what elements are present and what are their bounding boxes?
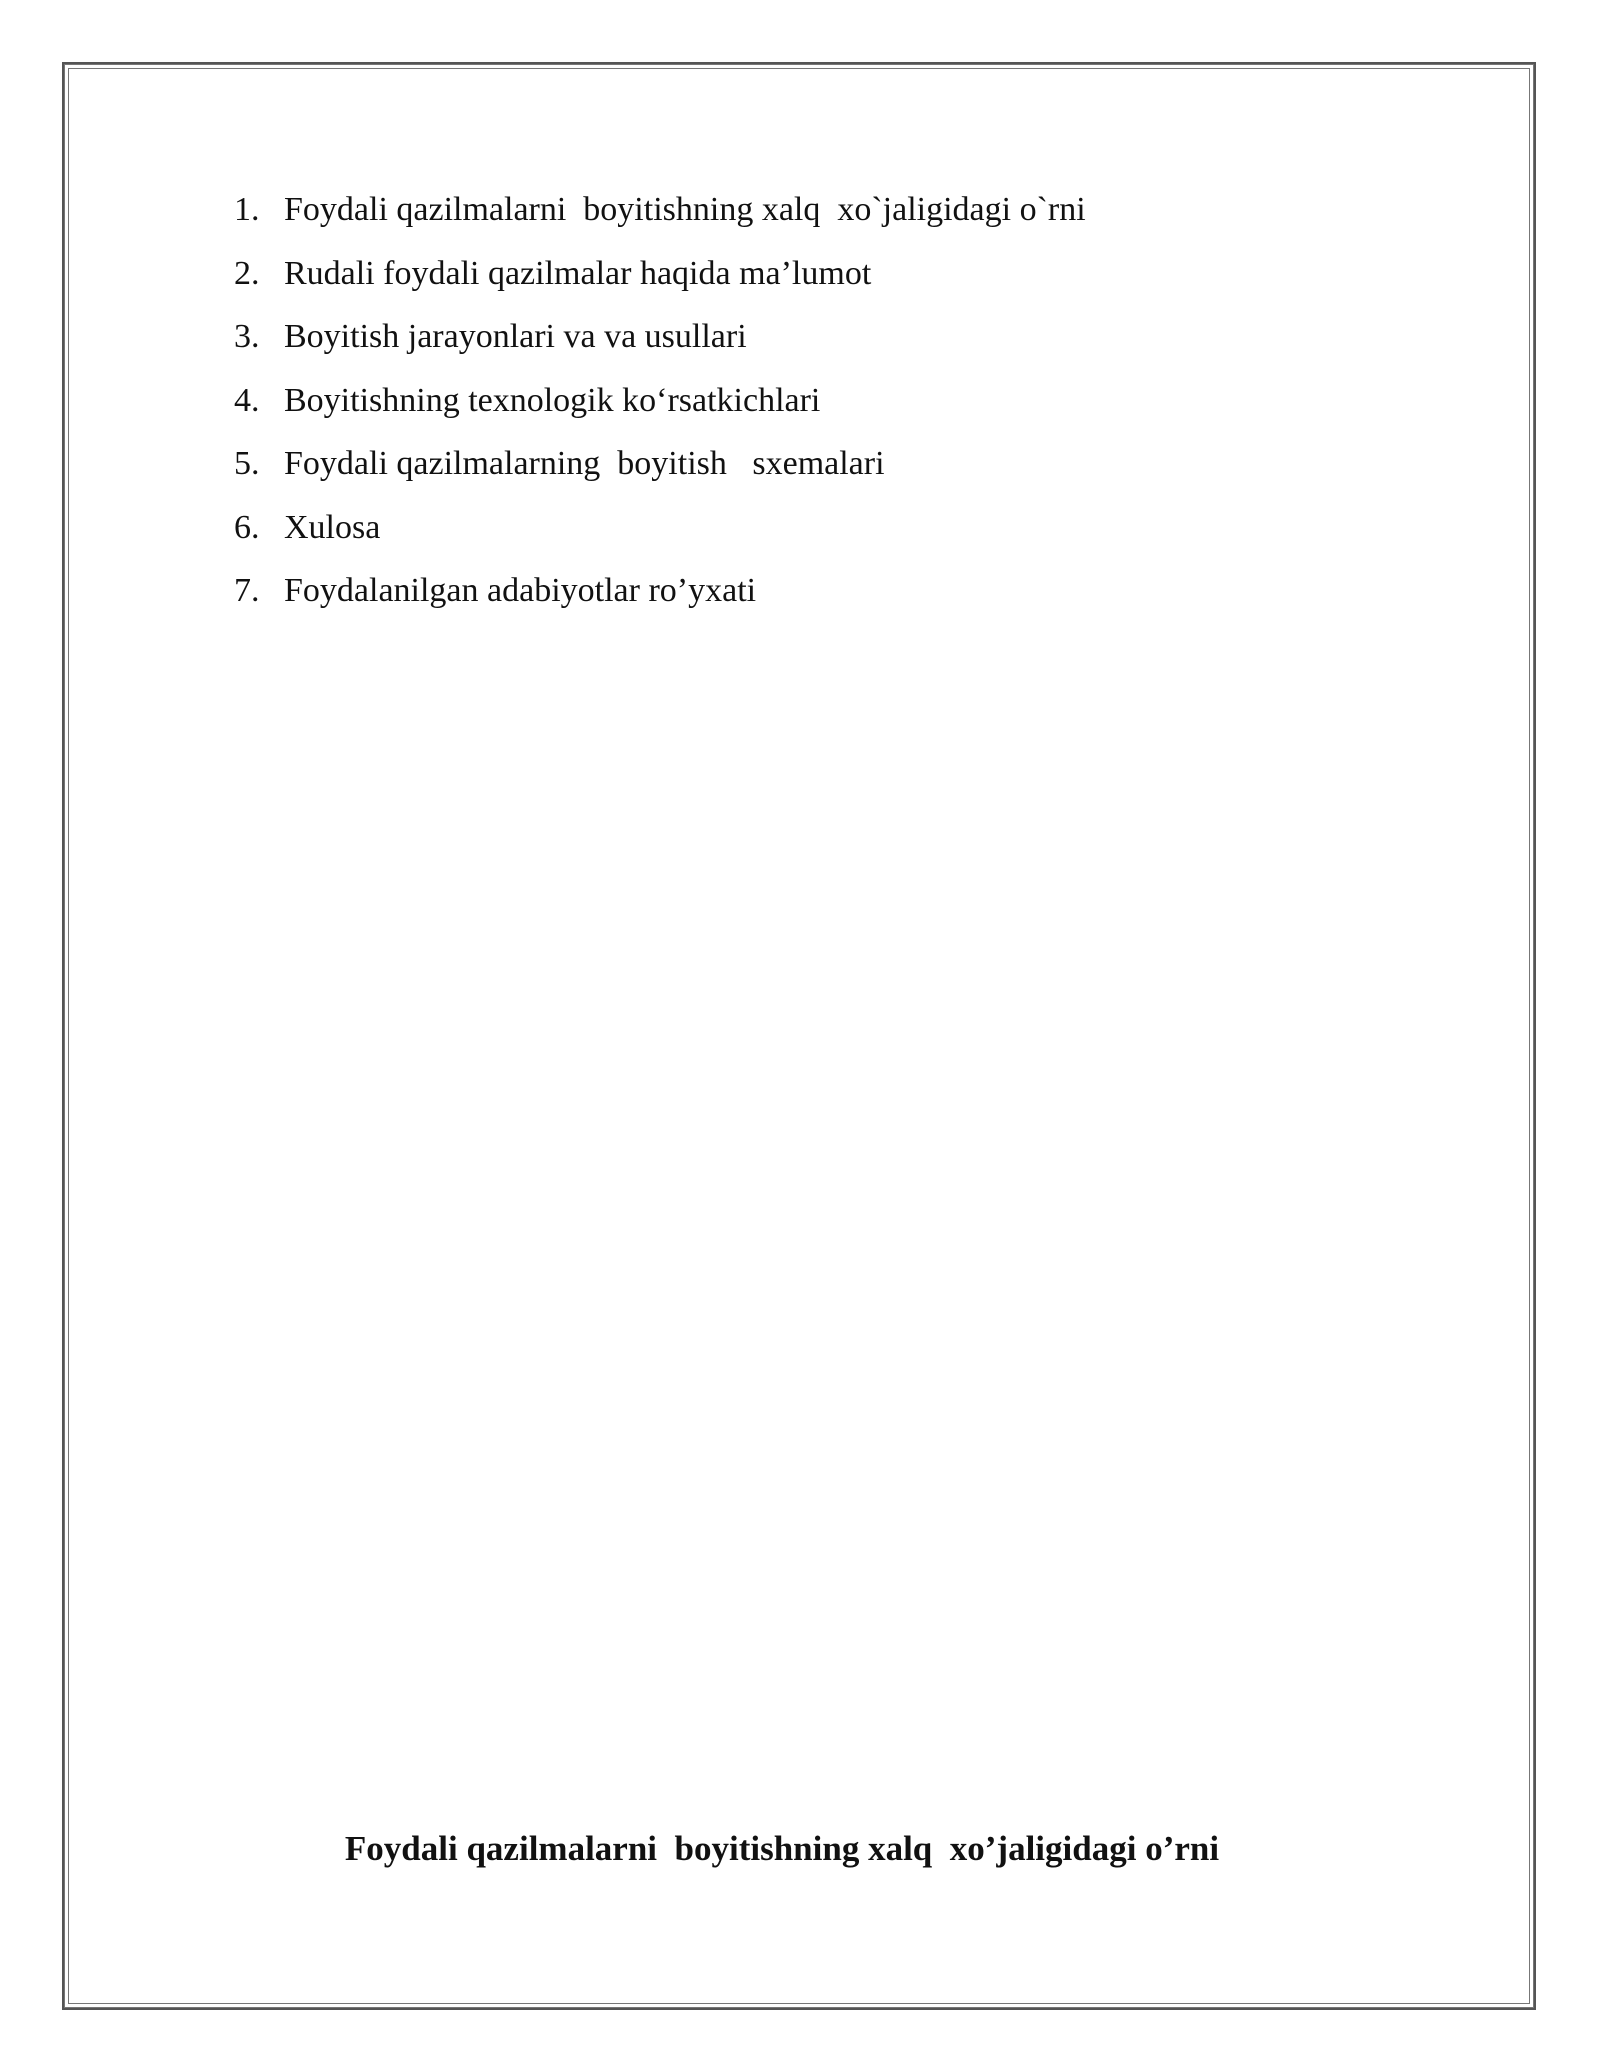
toc-item — [234, 313, 1086, 377]
toc-item — [234, 504, 1086, 568]
section-heading: Foydali qazilmalarni boyitishning xalq xo’jaligidagi o’rni — [344, 1829, 1220, 1868]
toc-item-number: 5. — [234, 445, 260, 482]
toc-item-text: Boyitishning texnologik ko‘rsatkichlari — [284, 381, 821, 419]
toc-item-number: 3. — [234, 318, 260, 355]
toc-item-text: Xulosa — [284, 508, 381, 546]
toc-item-number: 6. — [234, 508, 260, 546]
toc-item-text: Foydali qazilmalarning boyitish sxemalari — [284, 445, 885, 482]
toc-item — [234, 250, 1086, 314]
toc-item-text: Foydalanilgan adabiyotlar ro’yxati — [284, 572, 757, 609]
toc-item — [234, 186, 1086, 250]
toc-item — [234, 440, 1086, 504]
toc-item — [234, 567, 1086, 631]
toc-item-number: 7. — [234, 572, 260, 609]
toc-item-text: Boyitish jarayonlari va va usullari — [284, 318, 747, 355]
toc-item-number: 1. — [234, 191, 260, 228]
toc-item-text: Rudali foydali qazilmalar haqida ma’lumot — [284, 254, 872, 292]
toc-item-number: 2. — [234, 254, 260, 292]
table-of-contents — [234, 186, 1086, 631]
toc-item — [234, 377, 1086, 441]
toc-item-number: 4. — [234, 381, 260, 419]
toc-item-text: Foydali qazilmalarni boyitishning xalq xo`jaligidagi o`rni — [284, 191, 1086, 228]
